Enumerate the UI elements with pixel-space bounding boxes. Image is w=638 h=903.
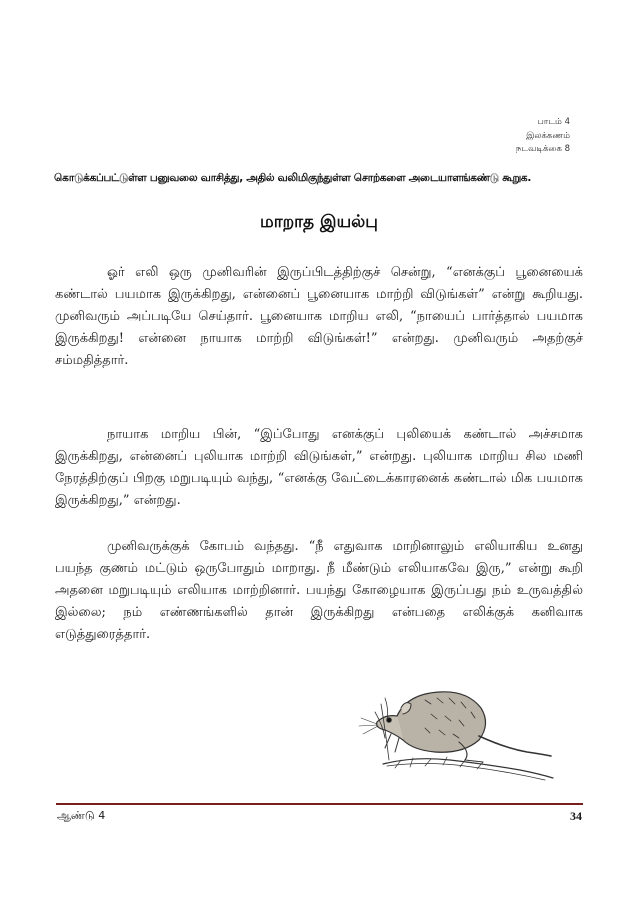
mouse-illustration (355, 668, 555, 786)
activity-label: நடவடிக்கை 8 (515, 144, 570, 154)
grade-label: ஆண்டு 4 (57, 809, 106, 822)
story-paragraph-3: முனிவருக்குக் கோபம் வந்தது. “நீ எதுவாக மாறினாலும் எலியாகிய உனது பயந்த குணம் மட்டும் ஒருபோதும் மாறாது. நீ மீண்டும் எலியாகவே இரு,” என்று கூறி அதனை மறுபடியும் எலியாக மாற்றினார். பயந்து கோழையாக இருப்பது நம் உருவத்தில் இல்லை; நம் எண்ணங்களில் தான் இருக்கிறது என்பதை எலிக்குக் கனிவாக எடுத்துரைத்தார். (55, 539, 583, 642)
page-number: 34 (570, 809, 582, 823)
lesson-label: பாடம் 4 (537, 117, 570, 127)
mouse-icon (355, 668, 555, 786)
story-title: மாறாத இயல்பு (260, 212, 378, 232)
story-paragraph-2: நாயாக மாறிய பின், “இப்போது எனக்குப் புலியைக் கண்டால் அச்சமாக இருக்கிறது, என்னைப் புலியாக மாற்றி விடுங்கள்,” என்றது. புலியாக மாறிய சில மணி நேரத்திற்குப் பிறகு மறுபடியும் வந்து, “எனக்கு வேட்டைக்காரனைக் கண்டால் மிக பயமாக இருக்கிறது,” என்றது. (55, 427, 583, 508)
story-paragraph-1: ஓர் எலி ஒரு முனிவரின் இருப்பிடத்திற்குச் சென்று, “எனக்குப் பூனையைக் கண்டால் பயமாக இருக்கிறது, என்னைப் பூனையாக மாற்றி விடுங்கள்” என்று கூறியது. முனிவரும் அப்படியே செய்தார். பூனையாக மாறிய எலி, “நாயைப் பார்த்தால் பயமாக இருக்கிறது! என்னை நாயாக மாற்றி விடுங்கள்!” என்றது. முனிவரும் அதற்குச் சம்மதித்தார். (55, 265, 583, 368)
section-label: இலக்கணம் (526, 130, 570, 141)
instruction-text: கொடுக்கப்பட்டுள்ள பனுவலை வாசித்து, அதில் வலிமிகுந்துள்ள சொற்களை அடையாளங்கண்டு கூறுக. (54, 172, 532, 184)
footer-rule (56, 803, 583, 805)
lesson-meta (516, 116, 570, 157)
